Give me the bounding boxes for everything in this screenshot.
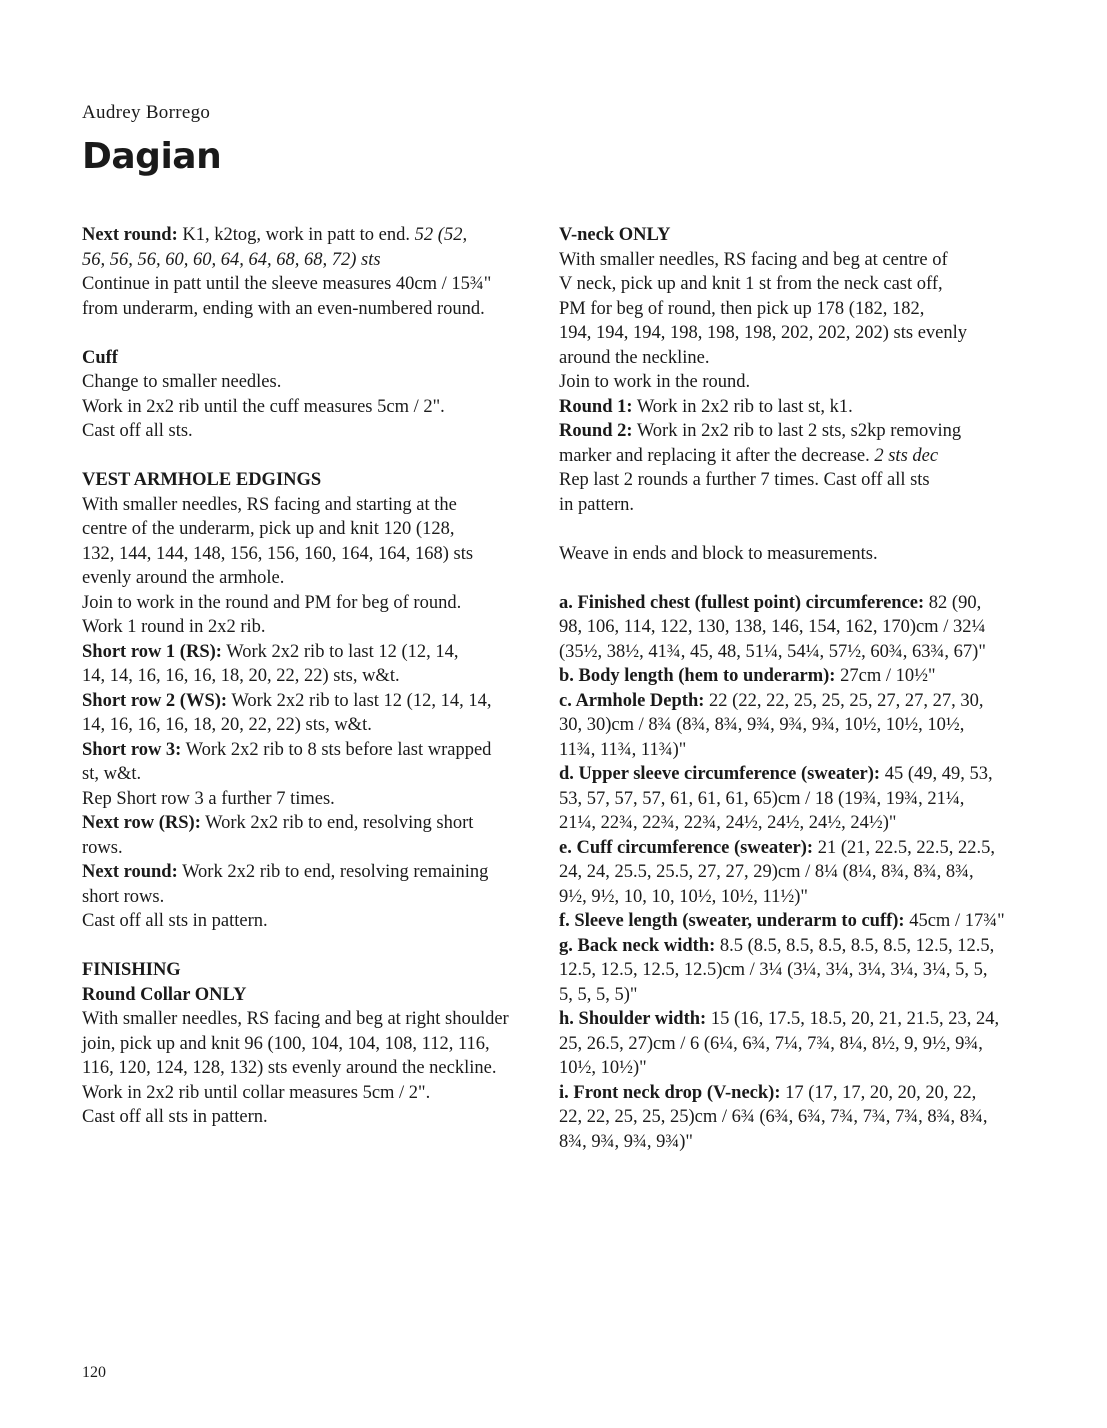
measurement-g-label: g. Back neck width: xyxy=(559,935,716,956)
measurement-h-label: h. Shoulder width: xyxy=(559,1009,707,1029)
measurement-i-label: i. Front neck drop (V-neck): xyxy=(559,1082,781,1103)
measurement-b-label: b. Body length (hem to underarm): xyxy=(559,666,836,686)
round-2-label: Round 2: xyxy=(559,421,633,441)
measurement-e-label: e. Cuff circumference (sweater): xyxy=(559,837,814,858)
v-neck-heading: V-neck ONLY xyxy=(559,225,671,245)
short-row-1-label: Short row 1 (RS): xyxy=(82,641,222,662)
vest-edgings-heading: VEST ARMHOLE EDGINGS xyxy=(82,470,322,490)
round-1-label: Round 1: xyxy=(559,396,633,417)
left-column: Next round: K1, k2tog, work in patt to end. 52 (52, 56, 56, 56, 60, 60, 64, 64, 68, 68, 72) sts Continue in patt until the sleeve measures 40cm / 15¾" from underarm, ending with an even-numbered round. Cuff Change to smaller needles. Work in 2x2 rib until the cuff measures 5cm / 2". Cast off all sts. VEST ARMHOLE EDGINGS With smaller needles, RS facing and starting at the centre of the underarm, pick up and knit 120 (128, 132, 144, 144, 148, 156, 156, 160, 164, 164, 168) sts evenly around the armhole. Join to work in the round and PM for beg of round. Work 1 round in 2x2 rib. Short row 1 (RS): Work 2x2 rib to last 12 (12, 14, 14, 14, 16, 16, 16, 18, 20, 22, 22) sts, w&t. Short row 2 (WS): Work 2x2 rib to last 12 (12, 14, 14, 14, 16, 16, 16, 18, 20, 22, 22) sts, w&t. Short row 3: Work 2x2 rib to 8 sts before last wrapped st, w&t. Rep Short row 3 a further 7 times. Next row (RS): Work 2x2 rib to end, resolving short rows. Next round: Work 2x2 rib to end, resolving remaining short rows. Cast off all sts in pattern. FINISHING Round Collar ONLY With smaller needles, RS facing and beg at right shoulder join, pick up and knit 96 (100, 104, 104, 108, 112, 116, 116, 120, 124, 128, 132) sts evenly around the neckline. Work in 2x2 rib until collar measures 5cm / 2". Cast off all sts in pattern. xyxy=(82,225,509,1127)
measurement-f-label: f. Sleeve length (sweater, underarm to cuff): xyxy=(559,911,905,931)
right-column: V-neck ONLY With smaller needles, RS facing and beg at centre of V neck, pick up and knit 1 st from the neck cast off, PM for beg of round, then pick up 178 (182, 182, 194, 194, 194, 198, 198, 198, 202, 202, 202) sts evenly around the neckline. Join to work in the round. Round 1: Work in 2x2 rib to last st, k1. Round 2: Work in 2x2 rib to last 2 sts, s2kp removing marker and replacing it after the decrease. 2 sts dec Rep last 2 rounds a further 7 times. Cast off all sts in pattern. Weave in ends and block to measurements. a. Finished chest (fullest point) circumference: 82 (90, 98, 106, 114, 122, 130, 138, 146, 154, 162, 170)cm / 32¼ (35½, 38½, 41¾, 45, 48, 51¼, 54¼, 57½, 60¾, 63¾, 67)" b. Body length (hem to underarm): 27cm / 10½" c. Armhole Depth: 22 (22, 22, 25, 25, 25, 27, 27, 27, 30, 30, 30)cm / 8¾ (8¾, 8¾, 9¾, 9¾, 9¾, 10½, 10½, 10½, 11¾, 11¾, 11¾)" d. Upper sleeve circumference (sweater): 45 (49, 49, 53, 53, 57, 57, 57, 61, 61, 61, 65)cm / 18 (19¾, 19¾, 21¼, 21¼, 22¾, 22¾, 22¾, 24½, 24½, 24½, 24½)" e. Cuff circumference (sweater): 21 (21, 22.5, 22.5, 22.5, 24, 24, 25.5, 25.5, 27, 27, 29)cm / 8¼ (8¼, 8¾, 8¾, 8¾, 9½, 9½, 10, 10, 10½, 10½, 11½)" f. Sleeve length (sweater, underarm to cuff): 45cm / 17¾" g. Back neck width: 8.5 (8.5, 8.5, 8.5, 8.5, 8.5, 12.5, 12.5, 12.5, 12.5, 12.5, 12.5)cm / 3¼ (3¼, 3¼, 3¼, 3¼, 3¼, 5, 5, 5, 5, 5, 5)" h. Shoulder width: 15 (16, 17.5, 18.5, 20, 21, 21.5, 23, 24, 25, 26.5, 27)cm / 6 (6¼, 6¾, 7¼, 7¾, 8¼, 8½, 9, 9½, 9¾, 10½, 10½)" i. Front neck drop (V-neck): 17 (17, 17, 20, 20, 20, 22, 22, 22, 25, 25, 25)cm / 6¾ (6¾, 6¾, 7¾, 7¾, 7¾, 8¾, 8¾, 8¾, 9¾, 9¾, 9¾)" xyxy=(559,223,1009,1154)
next-round-label: Next round: xyxy=(82,862,178,882)
finishing-heading: FINISHING xyxy=(82,960,181,980)
cuff-heading: Cuff xyxy=(82,347,118,368)
author-name: Audrey Borrego xyxy=(82,102,211,123)
page-number: 120 xyxy=(82,1364,106,1381)
round-collar-heading: Round Collar ONLY xyxy=(82,984,247,1005)
weave-in-instruction: Weave in ends and block to measurements. xyxy=(559,543,878,564)
measurement-d-label: d. Upper sleeve circumference (sweater): xyxy=(559,764,881,784)
next-row-label: Next row (RS): xyxy=(82,813,201,833)
short-row-2-label: Short row 2 (WS): xyxy=(82,690,228,711)
measurement-a-label: a. Finished chest (fullest point) circumference: xyxy=(559,592,925,613)
measurement-c-label: c. Armhole Depth: xyxy=(559,690,705,711)
next-round-label: Next round: xyxy=(82,225,178,245)
short-row-3-label: Short row 3: xyxy=(82,739,182,760)
pattern-title: Dagian xyxy=(82,136,222,177)
